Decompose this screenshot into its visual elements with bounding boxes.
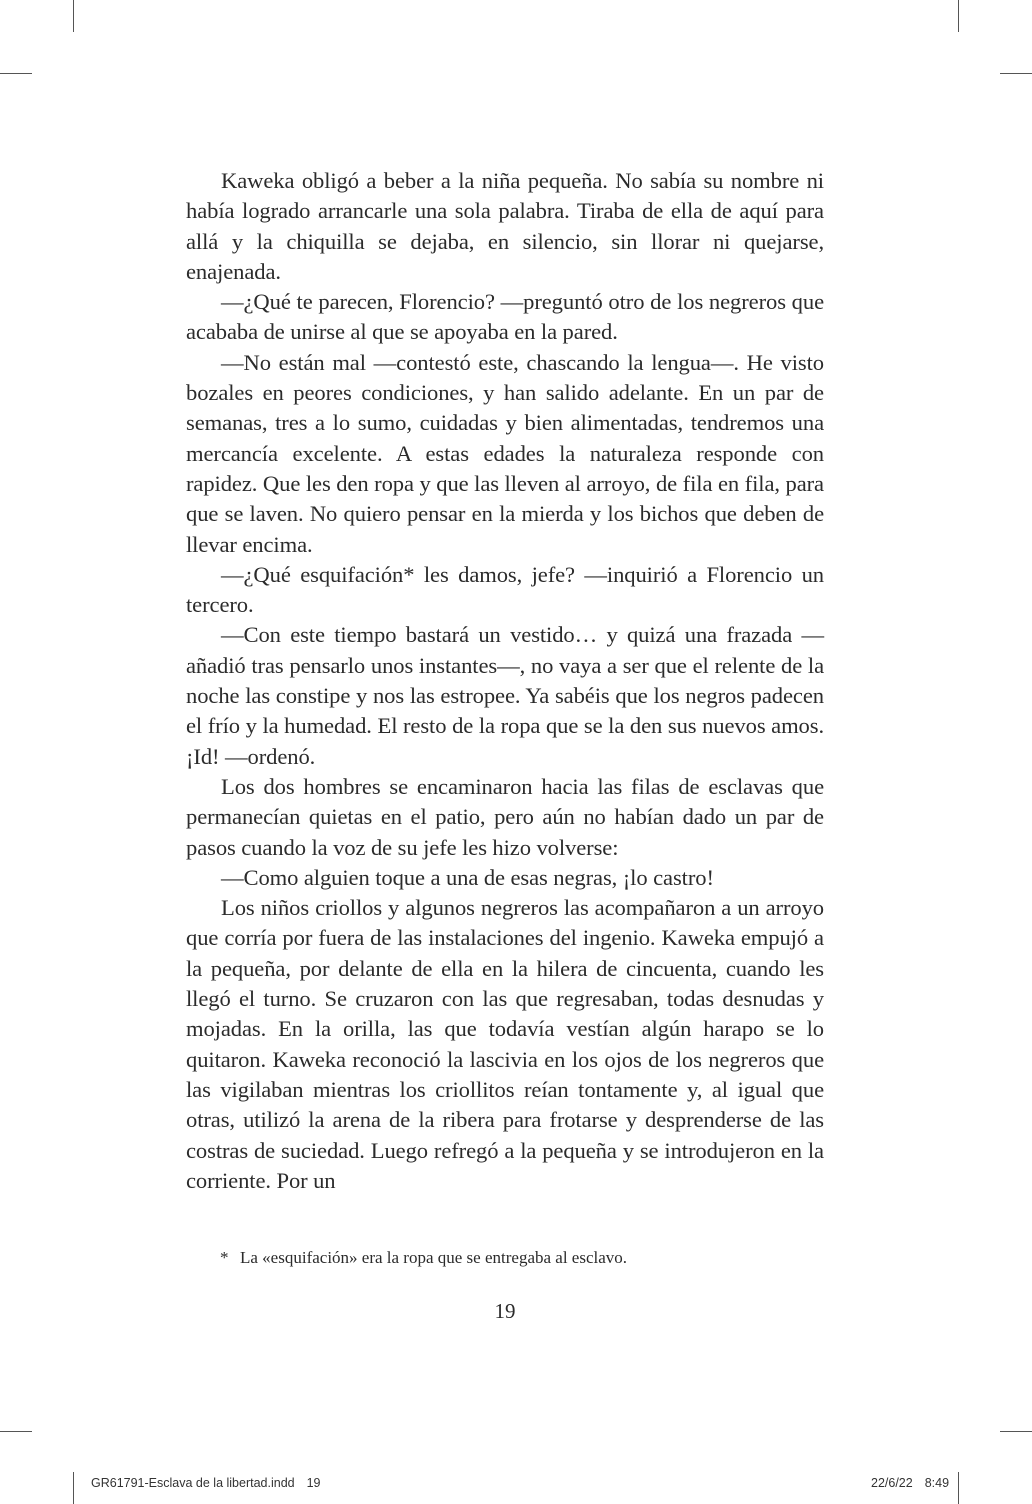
footnote-mark: * <box>220 1248 229 1267</box>
crop-mark-right-bottom <box>1000 1431 1032 1432</box>
crop-mark-top-right <box>958 0 959 32</box>
paragraph: —Como alguien toque a una de esas negras, ¡lo castro! <box>221 864 714 890</box>
slug-file-info <box>91 1475 321 1491</box>
footnote-text: La «esquifación» era la ropa que se entregaba al esclavo. <box>240 1248 628 1267</box>
paragraph: Los niños criollos y algunos negreros las acompañaron a un arroyo que corría por fuera de las instalaciones del ingenio. Kaweka empujó a la pequeña, por delante de ella en la hilera de cincuenta, cuando les llegó el turno. Se cruzaron con las que regresaban, todas desnudas y mojadas. En la orilla, las que todavía vestían algún harapo se lo quitaron. Kaweka reconoció la lascivia en los ojos de los negreros que las vigilaban mientras los criollitos reían tontamente y, al igual que otras, utilizó la arena de la ribera para frotarse y desprenderse de las costras de suciedad. Luego refregó a la pequeña y se introdujeron en la corriente. Por un <box>186 895 824 1193</box>
slug-file-name: GR61791-Esclava de la libertad.indd <box>91 1476 295 1490</box>
crop-mark-bottom-left <box>73 1472 74 1504</box>
paragraph: Kaweka obligó a beber a la niña pequeña. No sabía su nombre ni había logrado arrancarle una sola palabra. Tiraba de ella de aquí para allá y la chiquilla se dejaba, en silencio, sin llorar ni quejarse, enajenada. <box>186 168 824 284</box>
slug-time: 8:49 <box>924 1476 950 1490</box>
crop-mark-left-bottom <box>0 1431 32 1432</box>
paragraph: —Con este tiempo bastará un vestido… y quizá una frazada —añadió tras pensarlo unos instantes—, no vaya a ser que el relente de la noche las constipe y nos las estropee. Ya sabéis que los negros padecen el frío y la humedad. El resto de la ropa que se la den sus nuevos amos. ¡Id! —ordenó. <box>186 622 824 769</box>
crop-mark-bottom-right <box>958 1472 959 1504</box>
paragraph: —No están mal —contestó este, chascando la lengua—. He visto bozales en peores condiciones, y han salido adelante. En un par de semanas, tres a lo sumo, cuidadas y bien alimentadas, tendremos una mercancía excelente. A estas edades la naturaleza responde con rapidez. Que les den ropa y que las lleven al arroyo, de fila en fila, para que se laven. No quiero pensar en la mierda y los bichos que deben de llevar encima. <box>186 349 824 557</box>
slug-timestamp <box>871 1475 949 1491</box>
slug-page-number: 19 <box>306 1476 321 1490</box>
paragraph: —¿Qué te parecen, Florencio? —preguntó otro de los negreros que acababa de unirse al que se apoyaba en la pared. <box>186 289 824 345</box>
paragraph: —¿Qué esquifación* les damos, jefe? —inquirió a Florencio un tercero. <box>186 561 824 618</box>
page-body-text <box>186 166 824 1196</box>
crop-mark-top-left <box>73 0 74 32</box>
crop-mark-right-top <box>1000 73 1032 74</box>
crop-mark-left-top <box>0 73 32 74</box>
paragraph: Los dos hombres se encaminaron hacia las filas de esclavas que permanecían quietas en el patio, pero aún no habían dado un par de pasos cuando la voz de su jefe les hizo volverse: <box>186 773 824 860</box>
footnote <box>220 1246 820 1270</box>
slug-date: 22/6/22 <box>871 1476 913 1490</box>
page-number: 19 <box>494 1299 516 1323</box>
